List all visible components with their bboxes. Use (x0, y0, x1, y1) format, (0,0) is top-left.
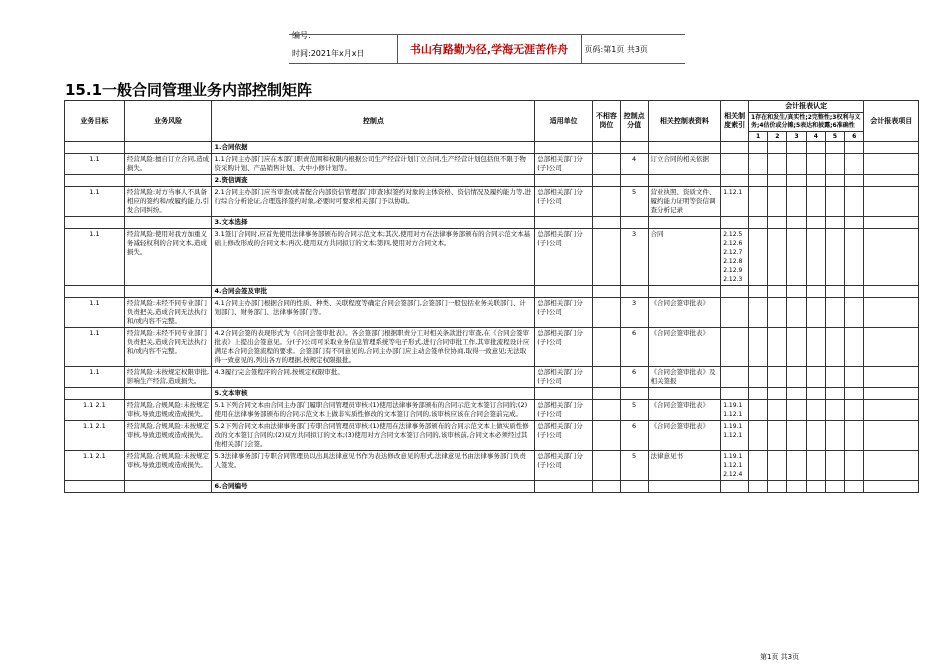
risk-cell: 经营风险,合规风险:未按规定审核,导致违规或造成损失。 (124, 400, 212, 421)
col-header-report: 会计报表项目 (864, 101, 919, 142)
empty-cell (768, 388, 787, 400)
audit-cell (787, 187, 806, 217)
empty-cell (845, 175, 864, 187)
empty-cell (592, 481, 620, 493)
audit-cell (748, 154, 767, 175)
audit-cell (845, 154, 864, 175)
section-row (65, 175, 919, 187)
col-header-audit-group: 会计报表认定 (748, 101, 863, 113)
col-header-unit: 适用单位 (535, 101, 593, 142)
audit-cell (806, 154, 825, 175)
goal-cell: 1.1 2.1 (65, 400, 125, 421)
empty-cell (864, 481, 919, 493)
empty-cell (648, 142, 721, 154)
incompatible-cell (592, 298, 620, 328)
empty-cell (864, 175, 919, 187)
risk-cell: 经营风险:使用对我方加重义务减轻权利的合同文本,造成损失。 (124, 229, 212, 286)
index-cell (721, 154, 749, 175)
audit-cell (806, 187, 825, 217)
table-row (65, 367, 919, 388)
goal-cell: 1.1 (65, 298, 125, 328)
audit-cell (748, 400, 767, 421)
risk-cell: 经营风险:未经不同专业部门负责把关,造成合同无法执行和/或内容不完整。 (124, 298, 212, 328)
audit-cell (768, 400, 787, 421)
unit-cell: 总部相关部门分(子)公司 (535, 451, 593, 481)
audit-cell (787, 298, 806, 328)
score-cell: 6 (620, 367, 648, 388)
empty-cell (845, 388, 864, 400)
empty-cell (648, 217, 721, 229)
empty-cell (845, 142, 864, 154)
document-header (289, 34, 685, 64)
audit-cell (825, 328, 844, 367)
empty-cell (721, 481, 749, 493)
report-cell (864, 400, 919, 421)
empty-cell (620, 175, 648, 187)
section-row (65, 217, 919, 229)
goal-cell: 1.1 (65, 367, 125, 388)
audit-cell (768, 367, 787, 388)
empty-cell (845, 481, 864, 493)
docs-cell: 合同 (648, 229, 721, 286)
unit-cell: 总部相关部门分(子)公司 (535, 187, 593, 217)
empty-cell (620, 286, 648, 298)
table-row (65, 154, 919, 175)
score-cell: 3 (620, 298, 648, 328)
empty-cell (592, 175, 620, 187)
empty-cell (787, 388, 806, 400)
unit-cell: 总部相关部门分(子)公司 (535, 154, 593, 175)
table-row (65, 187, 919, 217)
audit-cell (825, 229, 844, 286)
goal-cell: 1.1 2.1 (65, 451, 125, 481)
empty-cell (825, 142, 844, 154)
table-row (65, 328, 919, 367)
report-cell (864, 421, 919, 451)
empty-cell (806, 175, 825, 187)
report-cell (864, 298, 919, 328)
audit-cell (748, 229, 767, 286)
section-title: 3.文本选择 (212, 217, 535, 229)
empty-cell (825, 286, 844, 298)
empty-cell (748, 286, 767, 298)
audit-cell (825, 298, 844, 328)
empty-cell (535, 217, 593, 229)
audit-cell (845, 298, 864, 328)
incompatible-cell (592, 421, 620, 451)
empty-cell (535, 388, 593, 400)
table-row (65, 298, 919, 328)
table-row (65, 451, 919, 481)
audit-cell (845, 421, 864, 451)
empty-cell (787, 142, 806, 154)
report-cell (864, 187, 919, 217)
goal-cell: 1.1 2.1 (65, 421, 125, 451)
col-header-audit-4: 4 (806, 132, 825, 142)
empty-cell (768, 142, 787, 154)
audit-cell (825, 154, 844, 175)
table-row (65, 421, 919, 451)
audit-cell (768, 328, 787, 367)
empty-cell (721, 286, 749, 298)
report-cell (864, 229, 919, 286)
empty-cell (648, 175, 721, 187)
table-row (65, 229, 919, 286)
empty-cell (620, 388, 648, 400)
audit-cell (845, 187, 864, 217)
audit-cell (845, 229, 864, 286)
section-title: 5.文本审核 (212, 388, 535, 400)
empty-cell (806, 481, 825, 493)
empty-cell (806, 286, 825, 298)
audit-cell (806, 229, 825, 286)
empty-cell (65, 481, 125, 493)
audit-cell (845, 328, 864, 367)
empty-cell (845, 286, 864, 298)
control-cell: 4.2合同会签的表现形式为《合同会签审批表》。各会签部门根据职责分工对相关条款进行审查,在《合同会签审批表》上提出会签意见。分(子)公司可采取业务信息管理系统等电子形式,进行合同审批工作,其审批流程设计应满足本合同会签流程的要求。会签部门有不同意见的,合同主办部门应主动会签单位协商,取得一致意见;无法取得一致意见的,列出各方的理据,按规定权限报批。 (212, 328, 535, 367)
docs-cell: 《合同会签审批表》 (648, 298, 721, 328)
docs-cell: 订立合同的相关依据 (648, 154, 721, 175)
empty-cell (124, 286, 212, 298)
col-header-incompatible: 不相容岗位 (592, 101, 620, 142)
control-cell: 5.1下列合同文本由合同主办部门履职合同管理员审核:(1)使用法律事务部颁布的合同示范文本签订合同的;(2)使用在法律事务部颁布的合同示范文本上做非实质性修改的文本签订合同的,该审核应该在合同会签前完成。 (212, 400, 535, 421)
control-cell: 4.1合同主办部门根据合同的性质、种类、关联程度等确定合同会签部门,会签部门一般包括业务关联部门、计划部门、财务部门、法律事务部门等。 (212, 298, 535, 328)
table-header (65, 101, 919, 142)
empty-cell (124, 481, 212, 493)
score-cell: 5 (620, 187, 648, 217)
empty-cell (825, 481, 844, 493)
incompatible-cell (592, 154, 620, 175)
audit-cell (845, 367, 864, 388)
incompatible-cell (592, 451, 620, 481)
risk-cell: 经营风险:对方当事人不具备相应的签约和/或履约能力,引发合同纠纷。 (124, 187, 212, 217)
audit-cell (748, 328, 767, 367)
empty-cell (768, 286, 787, 298)
empty-cell (620, 142, 648, 154)
col-header-risk: 业务风险 (124, 101, 212, 142)
audit-cell (825, 367, 844, 388)
section-title: 4.合同会签及审批 (212, 286, 535, 298)
audit-cell (768, 229, 787, 286)
index-cell (721, 367, 749, 388)
control-cell: 3.1签订合同时,应首先使用法律事务部颁布的合同示范文本;其次,使用对方在法律事务部颁布的合同示范文本基础上修改形成的合同文本;再次,使用双方共同拟订的文本;第四,使用对方合同文本。 (212, 229, 535, 286)
empty-cell (806, 217, 825, 229)
empty-cell (721, 388, 749, 400)
incompatible-cell (592, 229, 620, 286)
audit-cell (825, 421, 844, 451)
col-header-audit-3: 3 (787, 132, 806, 142)
empty-cell (845, 217, 864, 229)
empty-cell (768, 481, 787, 493)
audit-cell (787, 400, 806, 421)
empty-cell (768, 175, 787, 187)
unit-cell: 总部相关部门分(子)公司 (535, 298, 593, 328)
empty-cell (65, 217, 125, 229)
goal-cell: 1.1 (65, 187, 125, 217)
empty-cell (535, 142, 593, 154)
col-header-audit-6: 6 (845, 132, 864, 142)
audit-cell (748, 187, 767, 217)
audit-cell (748, 421, 767, 451)
score-cell: 5 (620, 400, 648, 421)
col-header-audit-1: 1 (748, 132, 767, 142)
audit-cell (748, 451, 767, 481)
empty-cell (787, 175, 806, 187)
empty-cell (787, 217, 806, 229)
unit-cell: 总部相关部门分(子)公司 (535, 229, 593, 286)
empty-cell (124, 175, 212, 187)
empty-cell (535, 481, 593, 493)
audit-cell (768, 421, 787, 451)
audit-cell (806, 451, 825, 481)
empty-cell (864, 388, 919, 400)
audit-cell (787, 367, 806, 388)
empty-cell (825, 217, 844, 229)
empty-cell (648, 388, 721, 400)
goal-cell: 1.1 (65, 154, 125, 175)
index-cell: 2.12.5 2.12.6 2.12.7 2.12.8 2.12.9 2.12.3 (721, 229, 749, 286)
empty-cell (65, 142, 125, 154)
col-header-goal: 业务目标 (65, 101, 125, 142)
score-cell: 3 (620, 229, 648, 286)
control-cell: 2.1合同主办部门应当审查(或者配合内部资信管理部门审查)拟签约对象的主体资格、资信情况及履约能力等,进行综合分析论证,合理选择签约对象,必要时可要求相关部门予以协助。 (212, 187, 535, 217)
empty-cell (748, 388, 767, 400)
audit-cell (806, 400, 825, 421)
audit-cell (806, 421, 825, 451)
page-title: 15.1一般合同管理业务内部控制矩阵 (65, 81, 313, 99)
empty-cell (65, 286, 125, 298)
score-cell: 6 (620, 328, 648, 367)
table-row (65, 400, 919, 421)
empty-cell (124, 388, 212, 400)
control-cell: 4.3履行完会签程序的合同,按规定权限审批。 (212, 367, 535, 388)
section-title: 1.合同依据 (212, 142, 535, 154)
audit-cell (768, 154, 787, 175)
header-time: 时间:2021年x月x日 (289, 35, 397, 64)
section-title: 2.资信调查 (212, 175, 535, 187)
score-cell: 5 (620, 451, 648, 481)
empty-cell (65, 388, 125, 400)
col-header-audit-desc: 1存在和发生/真实性;2完整性;3权利与义务;4估价或分摊;5表达和披露;6准确性 (748, 113, 863, 132)
control-cell: 1.1合同主办部门应在本部门职责范围和权限内根据公司生产经营计划订立合同,生产经营计划包括但不限于物资采购计划、产品销售计划、大中小修计划等。 (212, 154, 535, 175)
risk-cell: 经营风险,合规风险:未按规定审核,导致违规或造成损失。 (124, 421, 212, 451)
empty-cell (65, 175, 125, 187)
col-header-score: 控制点分值 (620, 101, 648, 142)
audit-cell (845, 451, 864, 481)
audit-cell (787, 229, 806, 286)
docs-cell: 《合同会签审批表》 (648, 400, 721, 421)
docs-cell: 《合同会签审批表》 (648, 328, 721, 367)
incompatible-cell (592, 400, 620, 421)
empty-cell (825, 175, 844, 187)
col-header-docs: 相关控制表资料 (648, 101, 721, 142)
control-matrix-table (64, 100, 919, 493)
empty-cell (748, 142, 767, 154)
empty-cell (864, 217, 919, 229)
empty-cell (864, 286, 919, 298)
empty-cell (748, 481, 767, 493)
audit-cell (768, 451, 787, 481)
col-header-audit-2: 2 (768, 132, 787, 142)
risk-cell: 经营风险,合规风险:未按规定审核,导致违规或造成损失。 (124, 451, 212, 481)
empty-cell (124, 217, 212, 229)
audit-cell (768, 298, 787, 328)
page-footer: 第1页 共3页 (760, 653, 800, 661)
empty-cell (748, 217, 767, 229)
section-row (65, 286, 919, 298)
docs-cell: 《合同会签审批表》 (648, 421, 721, 451)
index-cell: 1.19.1 1.12.1 (721, 421, 749, 451)
section-row (65, 481, 919, 493)
empty-cell (721, 217, 749, 229)
empty-cell (864, 142, 919, 154)
control-cell: 5.3法律事务部门专职合同管理员以出具法律意见书作为表达修改意见的形式,法律意见书由法律事务部门负责人签发。 (212, 451, 535, 481)
score-cell: 6 (620, 421, 648, 451)
goal-cell: 1.1 (65, 229, 125, 286)
header-number-label: 编号: (292, 31, 311, 40)
unit-cell: 总部相关部门分(子)公司 (535, 400, 593, 421)
risk-cell: 经营风险:未按规定权限审批,影响生产经营,造成损失。 (124, 367, 212, 388)
index-cell (721, 328, 749, 367)
empty-cell (768, 217, 787, 229)
audit-cell (787, 328, 806, 367)
control-cell: 5.2下列合同文本由法律事务部门专职合同管理员审核:(1)使用在法律事务部颁布的合同示范文本上做实质性修改的文本签订合同的;(2)双方共同拟订的文本;(3)使用对方合同文本签订合同的,该审核前,合同文本必须经过其他相关部门会签。 (212, 421, 535, 451)
index-cell: 1.19.1 1.12.1 (721, 400, 749, 421)
empty-cell (748, 175, 767, 187)
audit-cell (748, 367, 767, 388)
empty-cell (721, 142, 749, 154)
empty-cell (787, 286, 806, 298)
audit-cell (787, 421, 806, 451)
empty-cell (592, 142, 620, 154)
empty-cell (592, 388, 620, 400)
report-cell (864, 154, 919, 175)
unit-cell: 总部相关部门分(子)公司 (535, 421, 593, 451)
section-title: 6.合同编号 (212, 481, 535, 493)
empty-cell (620, 217, 648, 229)
empty-cell (825, 388, 844, 400)
incompatible-cell (592, 187, 620, 217)
audit-cell (825, 451, 844, 481)
goal-cell: 1.1 (65, 328, 125, 367)
audit-cell (845, 400, 864, 421)
col-header-control: 控制点 (212, 101, 535, 142)
audit-cell (806, 328, 825, 367)
index-cell: 1.19.1 1.12.1 2.12.4 (721, 451, 749, 481)
empty-cell (535, 286, 593, 298)
empty-cell (648, 286, 721, 298)
report-cell (864, 367, 919, 388)
audit-cell (806, 367, 825, 388)
section-row (65, 388, 919, 400)
risk-cell: 经营风险:擅自订立合同,造成损失。 (124, 154, 212, 175)
score-cell: 4 (620, 154, 648, 175)
incompatible-cell (592, 367, 620, 388)
audit-cell (768, 187, 787, 217)
audit-cell (806, 298, 825, 328)
docs-cell: 营业执照、资质文件、履约能力证明等资信调查分析记录 (648, 187, 721, 217)
incompatible-cell (592, 328, 620, 367)
audit-cell (787, 451, 806, 481)
empty-cell (806, 142, 825, 154)
empty-cell (806, 388, 825, 400)
index-cell: 1.12.1 (721, 187, 749, 217)
risk-cell: 经营风险:未经不同专业部门负责把关,造成合同无法执行和/或内容不完整。 (124, 328, 212, 367)
header-page: 页码:第1页 共3页 (581, 35, 685, 64)
empty-cell (787, 481, 806, 493)
section-row (65, 142, 919, 154)
empty-cell (592, 286, 620, 298)
empty-cell (124, 142, 212, 154)
empty-cell (721, 175, 749, 187)
col-header-audit-5: 5 (825, 132, 844, 142)
report-cell (864, 451, 919, 481)
docs-cell: 《合同会签审批表》及相关签报 (648, 367, 721, 388)
unit-cell: 总部相关部门分(子)公司 (535, 328, 593, 367)
audit-cell (825, 187, 844, 217)
unit-cell: 总部相关部门分(子)公司 (535, 367, 593, 388)
table-body (65, 142, 919, 493)
audit-cell (787, 154, 806, 175)
col-header-index: 相关制度索引 (721, 101, 749, 142)
audit-cell (748, 298, 767, 328)
header-slogan: 书山有路勤为径,学海无涯苦作舟 (397, 35, 581, 64)
empty-cell (648, 481, 721, 493)
report-cell (864, 328, 919, 367)
index-cell (721, 298, 749, 328)
empty-cell (592, 217, 620, 229)
docs-cell: 法律意见书 (648, 451, 721, 481)
empty-cell (535, 175, 593, 187)
audit-cell (825, 400, 844, 421)
empty-cell (620, 481, 648, 493)
